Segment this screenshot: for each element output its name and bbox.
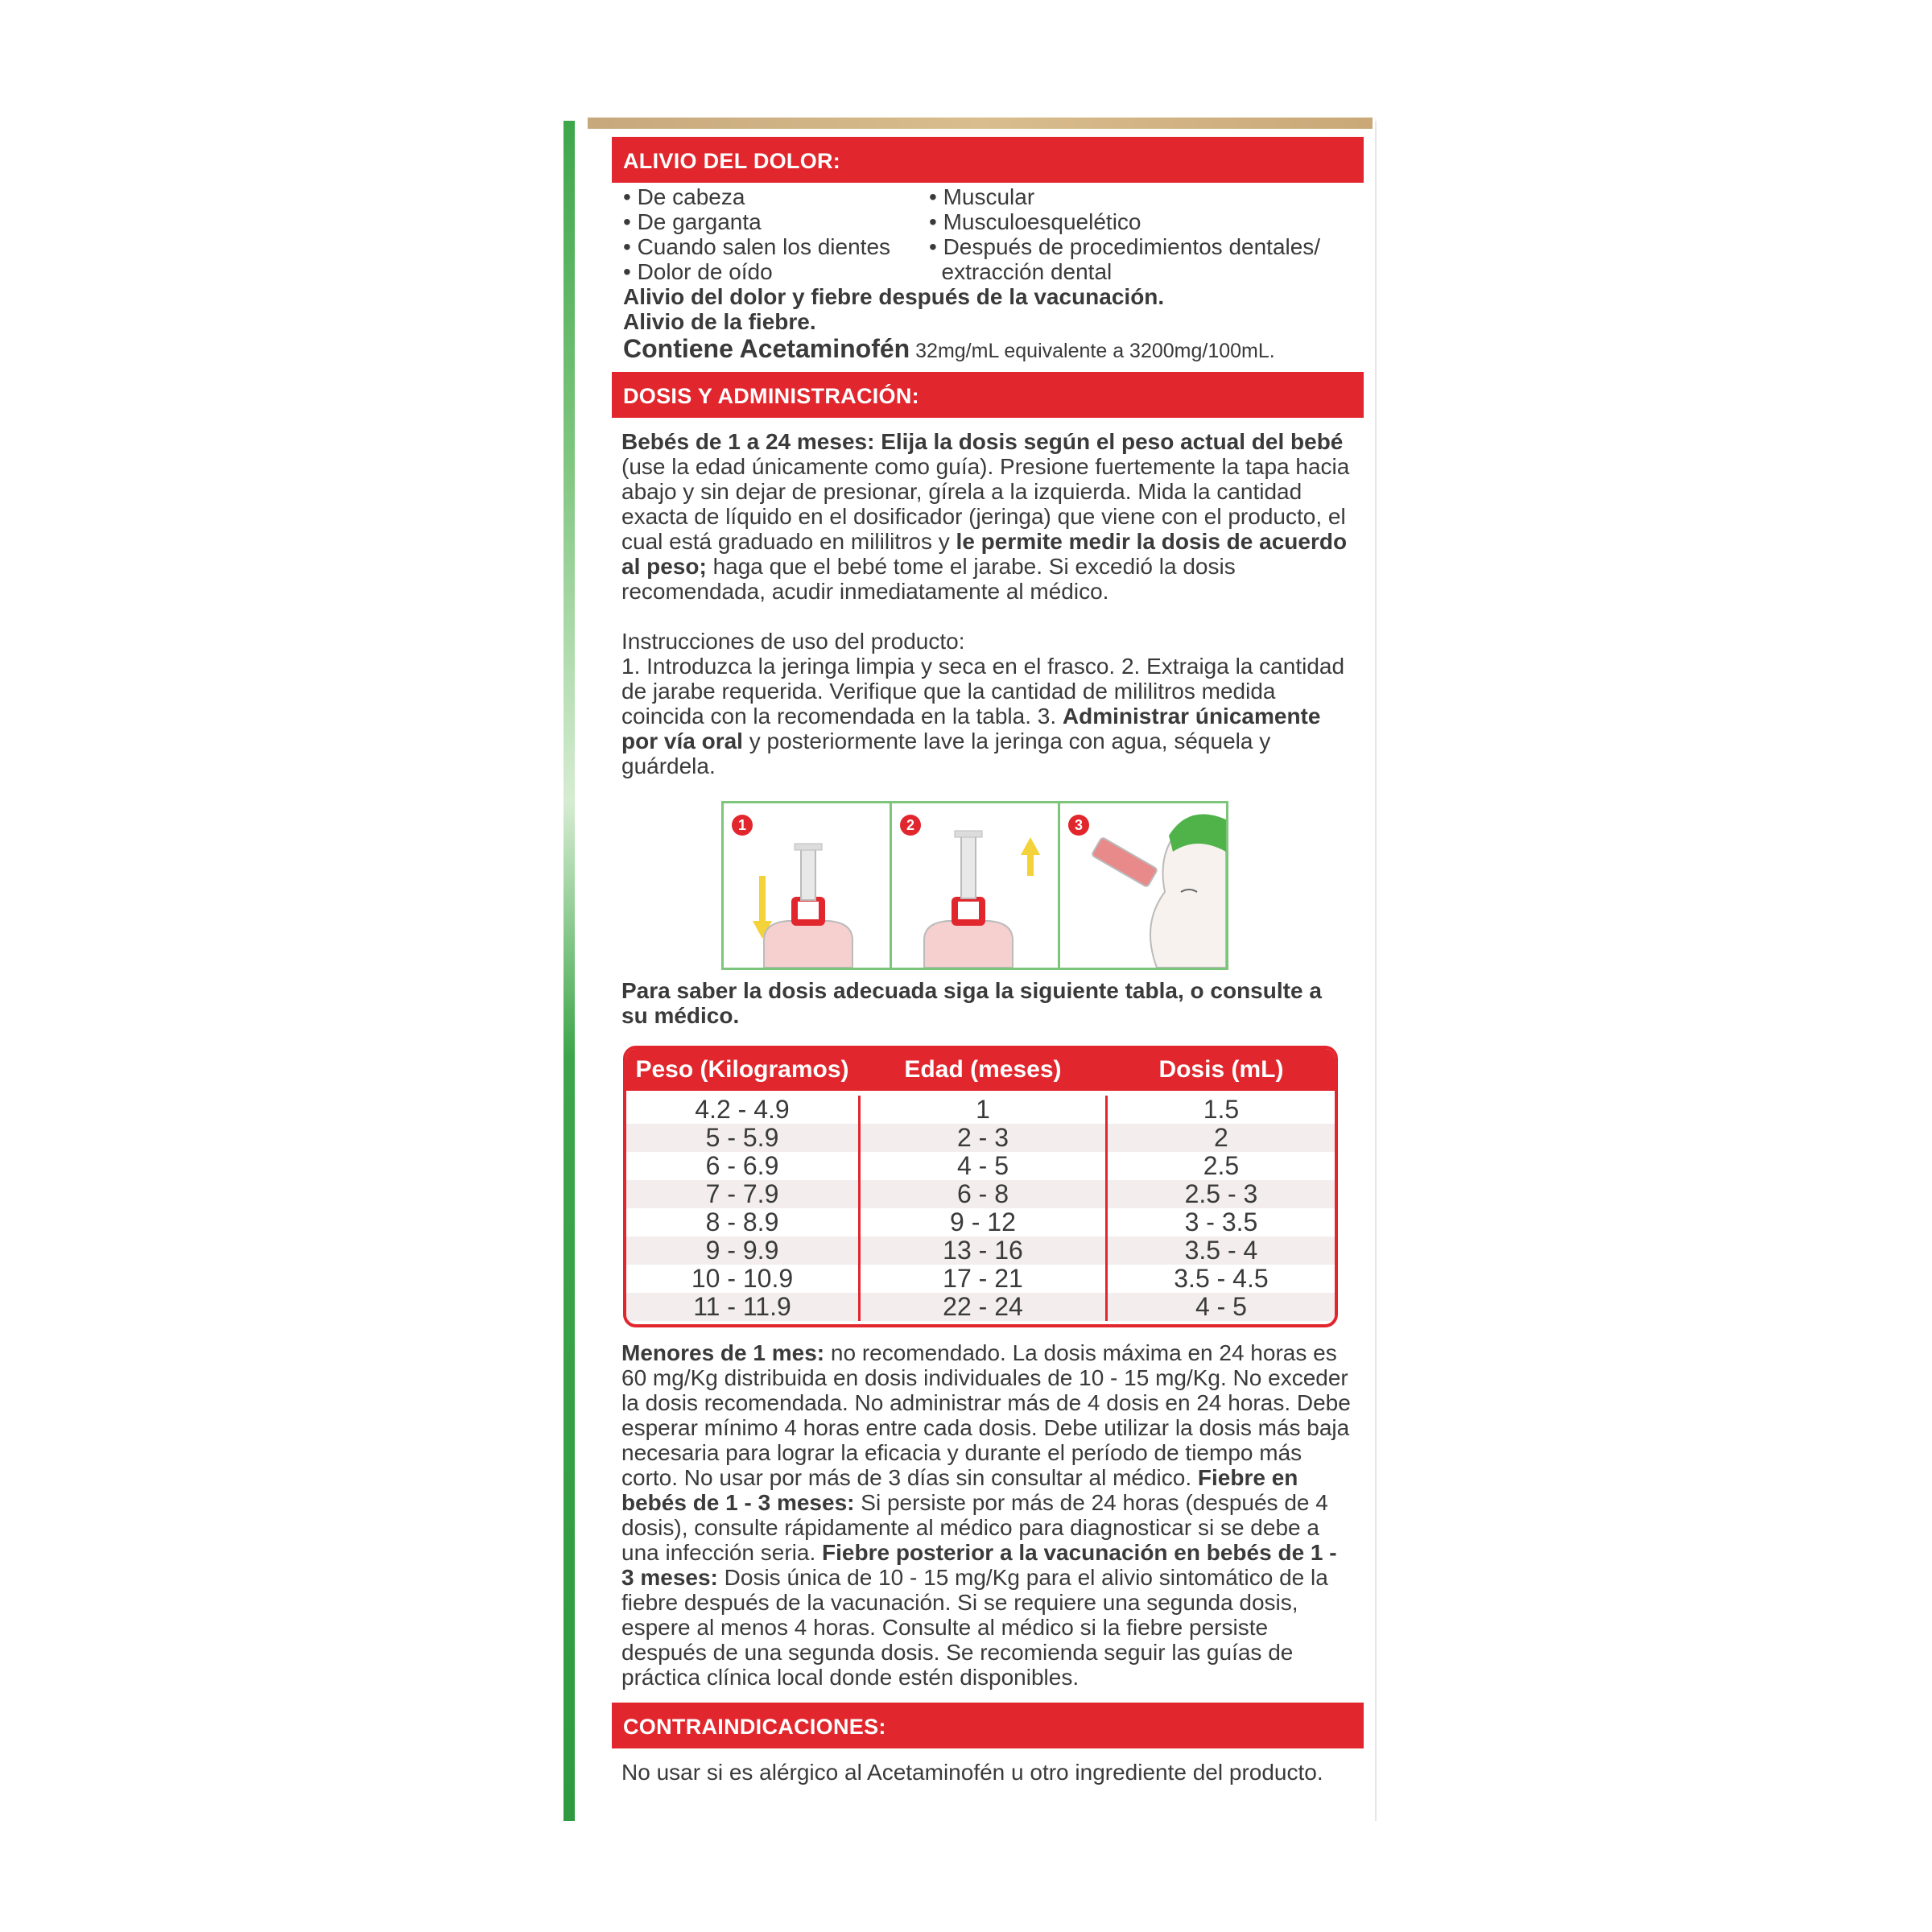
column-header-age: Edad (meses) (858, 1049, 1105, 1091)
dosage-bold-mid: le permite medir la dosis de acuerdo al peso; (621, 529, 1348, 579)
table-row (626, 1265, 1335, 1293)
contains-label: Contiene Acetaminofén (623, 334, 910, 363)
cell-age: 4 - 5 (858, 1152, 1105, 1180)
cell-weight: 10 - 10.9 (691, 1264, 794, 1293)
warning-under-1-month-text: no recomendado. La dosis máxima en 24 horas es 60 mg/Kg distribuida en dosis individuales de 10 - 15 mg/Kg. No exceder la dosis recomendada. No administrar más de 4 dosis en 24 horas. Debe esperar mínimo 4 horas entre cada dosis. Debe utilizar la dosis más baja necesaria para lograr la eficacia y durante el período de tiempo más corto. No usar por más de 3 días sin consultar al médico. (621, 1340, 1351, 1490)
table-intro: Para saber la dosis adecuada siga la siguiente tabla, o consulte a su médico. (621, 978, 1322, 1028)
contraindications-text: No usar si es alérgico al Acetaminofén u otro ingrediente del producto. (621, 1760, 1323, 1785)
table-row (626, 1180, 1335, 1208)
green-edge-strip (564, 121, 575, 1821)
list-item: • Musculoesquelético (929, 209, 1141, 234)
warning-under-1-month-label: Menores de 1 mes: (621, 1340, 825, 1365)
cell-age: 1 (858, 1096, 1105, 1124)
step-number: 3 (1068, 815, 1089, 836)
step-1-panel (721, 801, 892, 970)
cell-weight: 6 - 6.9 (705, 1151, 779, 1180)
warning-fever-label: Fiebre en bebés de 1 - 3 meses: (621, 1465, 1298, 1515)
table-row (626, 1293, 1335, 1321)
cell-age: 13 - 16 (858, 1236, 1105, 1265)
pain-list-col2 (929, 184, 1352, 284)
cell-dose: 3.5 - 4 (1105, 1236, 1335, 1265)
table-row (626, 1096, 1335, 1124)
cell-dose: 3.5 - 4.5 (1105, 1265, 1335, 1293)
table-header-row (626, 1049, 1335, 1091)
label-content (612, 137, 1364, 1785)
cell-dose: 2.5 (1105, 1152, 1335, 1180)
table-row (626, 1236, 1335, 1265)
cell-dose: 3 - 3.5 (1105, 1208, 1335, 1236)
list-item: • Muscular (929, 184, 1035, 209)
pain-list (612, 184, 1364, 284)
table-row (626, 1124, 1335, 1152)
cell-age: 17 - 21 (858, 1265, 1105, 1293)
table-row (626, 1208, 1335, 1236)
step-number: 2 (900, 815, 921, 836)
list-item: • Dolor de oído (623, 259, 773, 284)
pain-list-col1 (623, 184, 929, 284)
concentration-text: 32mg/mL equivalente a 3200mg/100mL. (910, 340, 1275, 362)
dosage-paragraph (612, 429, 1364, 604)
top-edge-strip (588, 118, 1373, 129)
warning-vaccine-fever-text: Dosis única de 10 - 15 mg/Kg para el alivio sintomático de la fiebre después de la vacunación. Si se requiere una segunda dosis, espere al menos 4 horas. Consulte al médico si la fiebre persiste después de una segunda dosis. Se recomienda seguir las guías de práctica clínica local donde estén disponibles. (621, 1565, 1328, 1690)
cell-age: 2 - 3 (858, 1124, 1105, 1152)
warning-vaccine-fever-label: Fiebre posterior a la vacunación en bebés de 1 - 3 meses: (621, 1540, 1337, 1590)
cell-weight: 11 - 11.9 (693, 1292, 791, 1321)
contains-line (612, 334, 1364, 364)
cell-dose: 1.5 (1105, 1096, 1335, 1124)
column-header-weight: Peso (Kilogramos) (635, 1056, 849, 1083)
column-header-dose: Dosis (mL) (1105, 1049, 1335, 1091)
step-number: 1 (732, 815, 753, 836)
list-item: • Cuando salen los dientes (623, 234, 891, 259)
cell-dose: 4 - 5 (1105, 1293, 1335, 1321)
package-side-panel (572, 121, 1375, 1821)
instructions-text: 1. Introduzca la jeringa limpia y seca en el frasco. 2. Extraiga la cantidad de jarabe requerida. Verifique que la cantidad de mililitros medida coincida con la recomendada en la tabla. 3. (621, 654, 1345, 729)
dosage-text-end: haga que el bebé tome el jarabe. Si excedió la dosis recomendada, acudir inmediatamente al médico. (621, 554, 1236, 604)
dosage-header: DOSIS Y ADMINISTRACIÓN: (612, 372, 1364, 418)
warning-fever-text: Si persiste por más de 24 horas (después de 4 dosis), consulte rápidamente al médico para diagnosticar si se debe a una infección seria. (621, 1490, 1328, 1565)
vaccine-relief-line: Alivio del dolor y fiebre después de la vacunación. (623, 284, 1165, 309)
instructions-text-end: y posteriormente lave la jeringa con agua, séquela y guárdela. (621, 729, 1271, 778)
dosage-text: (use la edad únicamente como guía). Presione fuertemente la tapa hacia abajo y sin dejar de presionar, gírela a la izquierda. Mida la cantidad exacta de líquido en el dosificador (jeringa) que viene con el producto, el cual está graduado en mililitros y (621, 454, 1350, 554)
contraindications-header: CONTRAINDICACIONES: (612, 1703, 1364, 1748)
cell-weight: 5 - 5.9 (705, 1123, 779, 1152)
step-2-panel (892, 801, 1060, 970)
table-row (626, 1152, 1335, 1180)
list-item: extracción dental (929, 259, 1113, 284)
step-3-panel (1060, 801, 1228, 970)
cell-weight: 8 - 8.9 (705, 1208, 779, 1236)
table-body (626, 1091, 1335, 1324)
list-item: • Después de procedimientos dentales/ (929, 234, 1321, 259)
dose-table (623, 1046, 1338, 1327)
cell-age: 9 - 12 (858, 1208, 1105, 1236)
fever-relief-line: Alivio de la fiebre. (623, 309, 816, 334)
instructions-paragraph (612, 654, 1364, 778)
warnings-paragraph (612, 1340, 1364, 1690)
cell-weight: 7 - 7.9 (705, 1179, 779, 1208)
instructions-title: Instrucciones de uso del producto: (621, 629, 965, 654)
cell-dose: 2 (1105, 1124, 1335, 1152)
dosage-bold-lead: Bebés de 1 a 24 meses: Elija la dosis según el peso actual del bebé (621, 429, 1344, 454)
cell-weight: 4.2 - 4.9 (695, 1095, 790, 1124)
pain-relief-header: ALIVIO DEL DOLOR: (612, 137, 1364, 183)
cell-dose: 2.5 - 3 (1105, 1180, 1335, 1208)
list-item: • De garganta (623, 209, 762, 234)
list-item: • De cabeza (623, 184, 745, 209)
instructions-bold: Administrar únicamente por vía oral (621, 704, 1321, 753)
cell-age: 22 - 24 (858, 1293, 1105, 1321)
cell-weight: 9 - 9.9 (705, 1236, 779, 1265)
cell-age: 6 - 8 (858, 1180, 1105, 1208)
usage-steps-illustration (721, 801, 1364, 970)
